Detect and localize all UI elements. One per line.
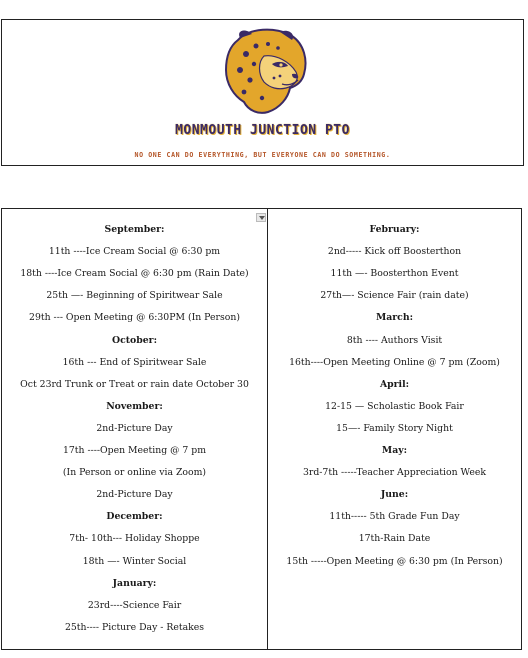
event-entry: 16th --- End of Spiritwear Sale [62,356,207,368]
month-heading: April: [379,378,410,390]
event-entry: 29th --- Open Meeting @ 6:30PM (In Person) [29,312,240,324]
month-heading: October: [112,334,157,346]
pto-tagline: NO ONE CAN DO EVERYTHING, BUT EVERYONE CAN DO SOMETHING. [134,151,391,159]
event-entry: 2nd-Picture Day [96,489,173,501]
jaguar-head-logo-icon [218,26,310,116]
event-entry: 2nd-Picture Day [96,422,173,434]
event-entry: Oct 23rd Trunk or Treat or rain date October 30 [20,378,249,390]
event-entry: (In Person or online via Zoom) [62,467,207,479]
event-entry: 15—- Family Story Night [336,422,453,434]
event-entry: 17th ----Open Meeting @ 7 pm [62,445,207,456]
event-entry: 8th ---- Authors Visit [346,334,443,346]
pto-title: MONMOUTH JUNCTION PTO [175,123,350,138]
event-entry: 11th —- Boosterthon Event [330,268,459,280]
month-heading: December: [106,511,163,523]
event-entry: 18th ----Ice Cream Social @ 6:30 pm (Rain Date) [20,268,249,280]
month-heading: September: [104,224,165,235]
event-entry: 11th ----Ice Cream Social @ 6:30 pm [48,246,221,258]
event-entry: 2nd----- Kick off Boosterthon [327,246,462,258]
event-entry: 7th- 10th--- Holiday Shoppe [69,533,200,545]
month-heading: November: [106,400,163,412]
event-entry: 15th -----Open Meeting @ 6:30 pm (In Person) [286,555,503,567]
month-heading: June: [380,489,409,501]
event-entry: 18th —- Winter Social [82,555,187,567]
event-calendar-table [1,208,522,650]
month-heading: February: [369,224,420,235]
month-heading: January: [112,577,157,589]
calendar-column-left [2,209,268,649]
event-entry: 17th-Rain Date [358,533,431,545]
month-heading: March: [375,312,414,324]
event-entry: 11th----- 5th Grade Fun Day [329,511,460,523]
event-entry: 16th----Open Meeting Online @ 7 pm (Zoom) [289,356,500,368]
month-heading: May: [381,445,408,456]
calendar-column-right [268,209,521,649]
table-dropdown-toggle[interactable] [256,213,266,222]
event-entry: 12-15 — Scholastic Book Fair [325,400,464,412]
event-entry: 25th---- Picture Day - Retakes [64,621,205,633]
event-entry: 23rd----Science Fair [87,599,182,611]
event-entry: 27th—- Science Fair (rain date) [320,290,469,302]
event-entry: 3rd-7th -----Teacher Appreciation Week [302,467,486,479]
header-banner [1,19,524,166]
event-entry: 25th —- Beginning of Spiritwear Sale [46,290,223,302]
